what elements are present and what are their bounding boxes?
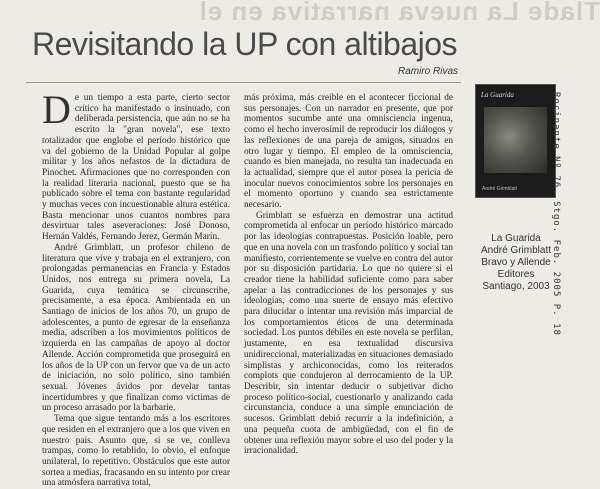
book-cover-image bbox=[475, 84, 556, 198]
article-title: Revisitando la UP con altibajos bbox=[32, 26, 458, 62]
drop-cap: D bbox=[42, 87, 71, 132]
bleed-through-header: Tlade La nueva narrativa en el bbox=[198, 0, 600, 26]
caption-line: Editores bbox=[497, 269, 535, 280]
handwritten-source-note: Rocinante Nº 76. Stgo. Feb. 2005 P. 18 bbox=[551, 92, 561, 336]
paragraph bbox=[42, 87, 230, 243]
caption-line: Bravo y Allende bbox=[481, 257, 551, 268]
caption-line: Santiago, 2003 bbox=[482, 281, 550, 292]
paragraph: André Grimblatt, un profesor chileno de literatura que vive y trabaja en el extranjero, con prolongadas permanencias en Francia y Estados Unidos, nos entrega su primera novela, La Guarida, cuya temática se circunscribe, precisamente, a esa época. Ambientada en un Santiago de inicios de los años 70, un grupo de adolescentes, a punto de egresar de la enseñanza media, adscriben a los movimientos políticos de izquierda en las campañas de apoyo al doctor Allende. Acción comprometida que proseguirá en los años de la UP con un fervor que va de un acto de iniciación, no solo político, sino también sexual. Jóvenes ávidos por develar tantas incertidumbres y que finalizan como víctimas de un proceso arrasado por la barbarie. bbox=[42, 242, 230, 414]
column-left bbox=[42, 87, 230, 489]
paragraph-text: e un tiempo a esta parte, cierto sector crítico ha manifestado o insinuado, con deliberada persistencia, que aún no se ha escrito la "gran novela", ese texto totalizador que englobe el período histórico que va del gobierno de la Unidad Popular al golpe militar y los años nefastos de la dictadura de Pinochet. Afirmaciones que no corresponden con la realidad literaria nacional, puesto que se ha publicado sobre el tema con bastante regularidad y muchas veces con incuestionable altura estética. Basta mencionar unos cuantos nombres para desvirtuar tales aseveraciones: José Donoso, Hernán Valdés, Fernando Jerez, Germán Marín. bbox=[42, 93, 230, 243]
book-caption bbox=[470, 233, 562, 293]
cover-title: La Guarida bbox=[481, 91, 514, 99]
paragraph: Grimblatt se esfuerza en demostrar una actitud comprometida al enfocar un período histórico marcado por las ideologías contrapuestas. Posición loable, pero que en una novela con un trasfondo político y social tan manifiesto, corrientemente se vuelve en contra del autor por su disposición partidaria. Lo que no quiere si el creador tiene la habilidad suficiente como para saber apelar a las contradicciones de los personajes y sus ideologías, como una suerte de ensayo más efectivo para dilucidar o intentar una revisión más imparcial de los comportamientos éticos de una determinada sociedad. Los puntos débiles en este novela se perfilan, justamente, en esa textualidad discursiva unidireccional, materializadas en situaciones demasiado simplistas y archiconocidas, como los reiterados complots que condujeron al derrocamiento de la UP. Describir, sin intentar deducir o subjetivar dicho proceso político-social, cuestionarlo y analizando cada circunstancia, conduce a una simple enunciación de sucesos. Grimblatt debió recurrir a la indefinición, a una pequeña cuota de ambigüedad, con el fin de obtener una reflexión mayor sobre el uso del poder y la irracionalidad. bbox=[244, 210, 453, 457]
cover-author: André Grimblatt bbox=[482, 186, 518, 192]
article-author: Ramiro Rivas bbox=[398, 66, 459, 77]
paragraph: más próxima, más creíble en el acontecer ficcional de sus personajes. Con un narrador en presente, que por momentos sucumbe ante una omnisciencia ingenua, como el hecho inverosímil de reproducir los diálogos y las reflexiones de una pareja de amigos, situados en otro lugar y tiempo. El empleo de la omnisciencia, cuando es bien manejada, no resulta tan inadecuada en la actualidad, siempre que el autor posea la pericia de inocular nuevos conocimientos sobre los personajes en el momento oportuno y cuando sea estrictamente necesario. bbox=[244, 93, 453, 211]
title-rule bbox=[26, 82, 461, 83]
column-right bbox=[244, 93, 453, 457]
caption-line: André Grimblatt bbox=[480, 245, 552, 256]
cover-artwork bbox=[484, 107, 547, 173]
paragraph: Tema que sigue tentando más a los escritores que residen en el extranjero que a los que viven en nuestro país. Asunto que, si se ve, conlleva trampas, como lo retablido, lo obvio, el enfoque unilateral, lo repetitivo. Obstáculos que este autor sortea a medias, fracasando en su intento por crear una atmósfera narrativa total, bbox=[42, 414, 230, 489]
caption-line: La Guarida bbox=[491, 233, 541, 244]
